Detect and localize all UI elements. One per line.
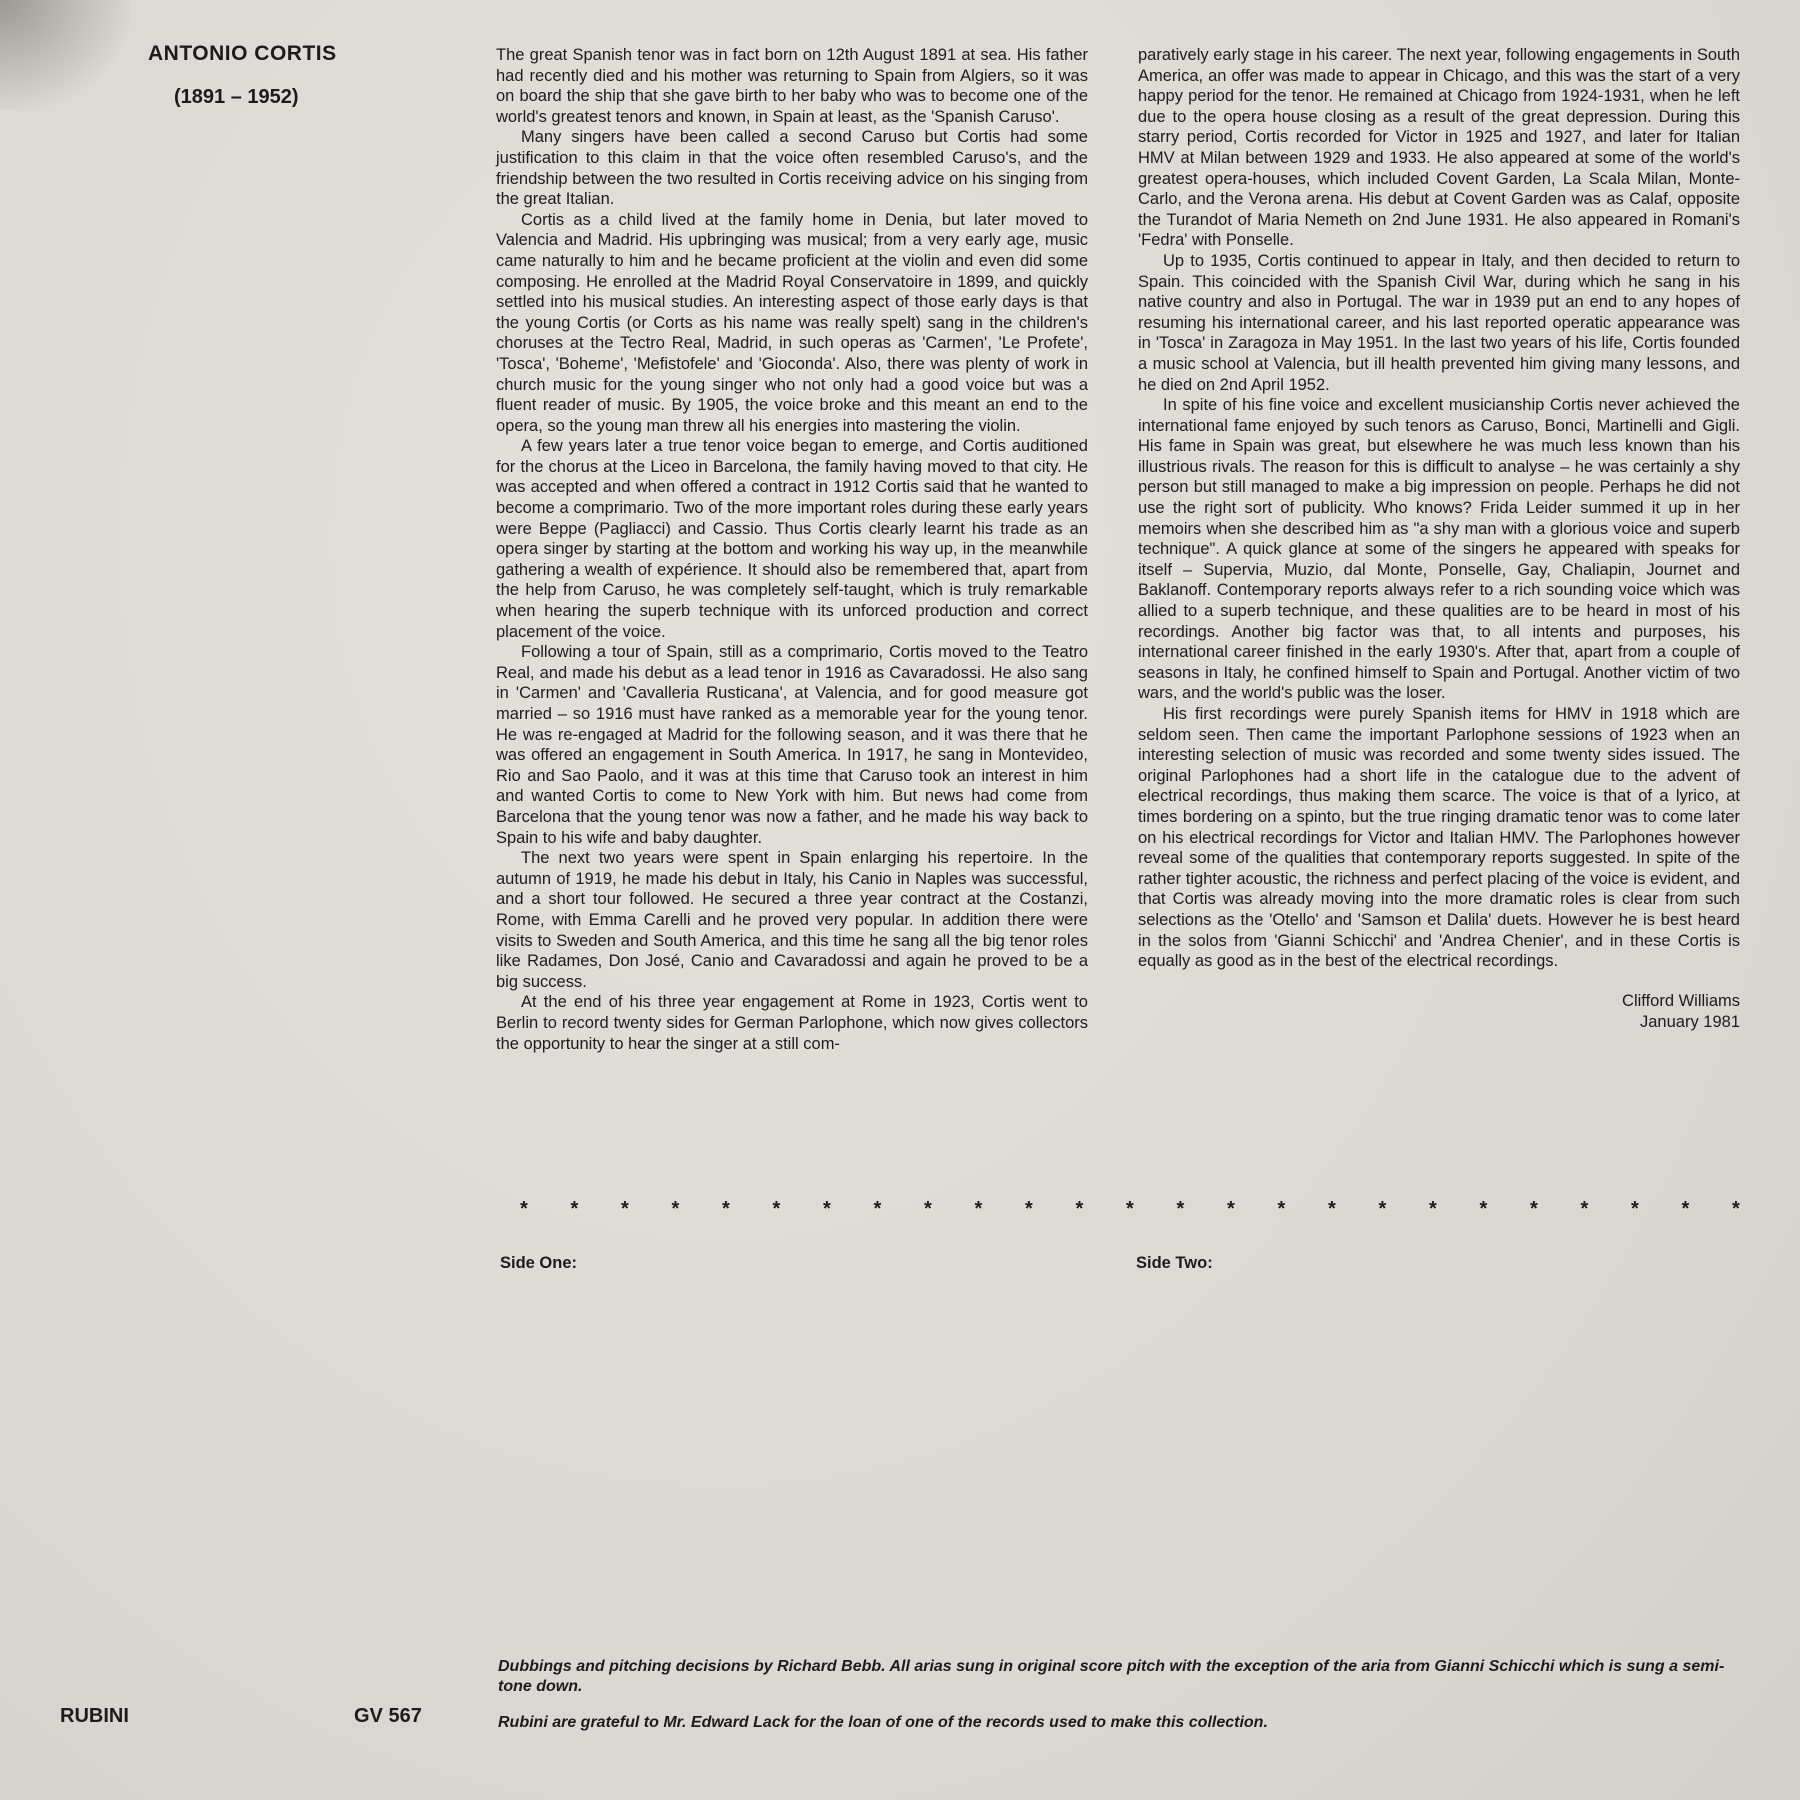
divider-star: * — [974, 1198, 983, 1220]
divider-star: * — [924, 1198, 932, 1220]
divider-star: * — [1429, 1198, 1437, 1220]
essay-paragraph: His first recordings were purely Spanish items for HMV in 1918 which are seldom seen. Then came the important Parlophone sessions of 1923 when an interesting selection of music was recorded and some twenty sides issued. The original Parlophones had a short life in the catalogue due to the advent of electrical recordings, thus making them scarce. The voice is that of a lyrico, at times bordering on a spinto, but the true ringing dramatic tenor was to come later on his electrical recordings for Victor and Italian HMV. The Parlophones however reveal some of the qualities that contemporary reports suggested. In spite of the rather tighter acoustic, the richness and perfect placing of the voice is evident, and that Cortis was already moving into the more dramatic roles is clear from such selections as the 'Otello' and 'Samson et Dalila' duets. However he is best heard in the solos from 'Gianni Schicchi' and 'Andrea Chenier', and in these Cortis is equally as good as in the best of the electrical recordings. — [1138, 705, 1740, 971]
divider-star: * — [621, 1198, 629, 1220]
author-name: Clifford Williams — [1622, 991, 1740, 1010]
essay-column-1 — [496, 45, 1088, 1054]
divider-star: * — [1075, 1198, 1084, 1220]
essay-date: January 1981 — [1640, 1012, 1740, 1031]
divider-star: * — [1479, 1198, 1488, 1220]
divider-star: * — [570, 1198, 579, 1220]
side-one-heading: Side One: — [500, 1254, 578, 1272]
divider-star: * — [1580, 1198, 1589, 1220]
divider-star: * — [1378, 1198, 1387, 1220]
divider-star: * — [823, 1198, 831, 1220]
divider-star: * — [873, 1198, 882, 1220]
star-divider — [520, 1198, 1740, 1221]
divider-star: * — [772, 1198, 781, 1220]
essay-paragraph: Cortis as a child lived at the family home in Denia, but later moved to Valencia and Madrid. His upbringing was musical; from a very early age, music came naturally to him and he became proficient at the violin and even did some composing. He enrolled at the Madrid Royal Conservatoire in 1899, and quickly settled into his musical studies. An interesting aspect of those early days is that the young Cortis (or Corts as his name was really spelt) sang in the children's choruses at the Tectro Real, Madrid, in such operas as 'Carmen', 'Le Profete', 'Tosca', 'Boheme', 'Mefistofele' and 'Gioconda'. Also, there was plenty of work in church music for the young singer who not only had a good voice but was a fluent reader of music. By 1905, the voice broke and this meant an end to the opera, so the young man threw all his energies into mastering the violin. — [496, 210, 1088, 435]
dubbing-note: Dubbings and pitching decisions by Richard Bebb. All arias sung in original score pitch with the exception of the aria from Gianni Schicchi which is sung a semi-tone down. — [498, 1658, 1725, 1695]
acknowledgement-note: Rubini are grateful to Mr. Edward Lack for the loan of one of the records used to make this collection. — [498, 1714, 1268, 1731]
essay-paragraph: A few years later a true tenor voice began to emerge, and Cortis auditioned for the chorus at the Liceo in Barcelona, the family having moved to that city. He was accepted and when offered a contract in 1912 Cortis said that he wanted to become a comprimario. Two of the more important roles during these early years were Beppe (Pagliacci) and Cassio. Thus Cortis clearly learnt his trade as an opera singer by starting at the bottom and working his way up, in the meanwhile gathering a wealth of expérience. It should also be remembered that, apart from the help from Caruso, he was completely self-taught, which is truly remarkable when hearing the superb technique with its unforced production and correct placement of the voice. — [496, 437, 1088, 641]
side-two-heading: Side Two: — [1136, 1254, 1213, 1272]
divider-star: * — [1227, 1198, 1235, 1220]
essay-paragraph: Following a tour of Spain, still as a comprimario, Cortis moved to the Teatro Real, and made his debut as a lead tenor in 1916 as Cavaradossi. He also sang in 'Carmen' and 'Cavalleria Rusticana', at Valencia, and for good measure got married – so 1916 must have ranked as a memorable year for the young tenor. He was re-engaged at Madrid for the following season, and it was there that he was offered an engagement in South America. In 1917, he sang in Montevideo, Rio and Sao Paolo, and it was at this time that Caruso took an interest in him and wanted Cortis to come to New York with him. But news had come from Barcelona that the young tenor was now a father, and he made his way back to Spain to his wife and baby daughter. — [496, 643, 1088, 847]
sleeve-wear-corner — [0, 0, 130, 110]
divider-star: * — [1025, 1198, 1033, 1220]
essay-paragraph: Many singers have been called a second Caruso but Cortis had some justification to this claim in that the voice often resembled Caruso's, and the friendship between the two resulted in Cortis receiving advice on his singing from the great Italian. — [496, 128, 1088, 209]
essay-column-2 — [1138, 45, 1740, 1033]
divider-star: * — [1681, 1198, 1690, 1220]
divider-star: * — [1126, 1198, 1134, 1220]
essay-signature — [1138, 991, 1740, 1033]
artist-name: ANTONIO CORTIS — [148, 42, 337, 65]
divider-star: * — [1176, 1198, 1185, 1220]
divider-star: * — [1530, 1198, 1538, 1220]
divider-star: * — [1732, 1198, 1740, 1220]
divider-star: * — [671, 1198, 680, 1220]
divider-star: * — [1631, 1198, 1639, 1220]
essay-paragraph: paratively early stage in his career. The next year, following engagements in South America, an offer was made to appear in Chicago, and this was the start of a very happy period for the tenor. He remained at Chicago from 1924-1931, when he left due to the opera house closing as a result of the great depression. During this starry period, Cortis recorded for Victor in 1925 and 1927, and later for Italian HMV at Milan between 1929 and 1933. He also appeared at some of the world's greatest opera-houses, which included Covent Garden, La Scala Milan, Monte-Carlo, and the Verona arena. His debut at Covent Garden was as Calaf, opposite the Turandot of Maria Nemeth on 2nd June 1931. He also appeared in Romani's 'Fedra' with Ponselle. — [1138, 46, 1740, 250]
divider-star: * — [520, 1198, 528, 1220]
divider-star: * — [722, 1198, 730, 1220]
record-label: RUBINI — [60, 1705, 129, 1727]
essay-paragraph: At the end of his three year engagement at Rome in 1923, Cortis went to Berlin to record twenty sides for German Parlophone, which now gives collectors the opportunity to hear the singer at a still com- — [496, 993, 1088, 1053]
artist-years: (1891 – 1952) — [174, 86, 299, 108]
divider-star: * — [1328, 1198, 1336, 1220]
essay-paragraph: The great Spanish tenor was in fact born on 12th August 1891 at sea. His father had recently died and his mother was returning to Spain from Algiers, so it was on board the ship that she gave birth to her baby who was to become one of the world's greatest tenors and known, in Spain at least, as the 'Spanish Caruso'. — [496, 46, 1088, 126]
catalogue-number: GV 567 — [354, 1705, 422, 1727]
essay-paragraph: In spite of his fine voice and excellent musicianship Cortis never achieved the international fame enjoyed by such tenors as Caruso, Bonci, Martinelli and Gigli. His fame in Spain was great, but elsewhere he was much less known than his illustrious rivals. The reason for this is difficult to analyse – he was certainly a shy person but still managed to make a big impression on people. Perhaps he did not use the right sort of publicity. Who knows? Frida Leider summed it up in her memoirs when she described him as "a shy man with a glorious voice and superb technique". A quick glance at some of the singers he appeared with speaks for itself – Supervia, Muzio, dal Monte, Ponselle, Gay, Chaliapin, Journet and Baklanoff. Contemporary reports always refer to a rich sounding voice which was allied to a superb technique, and these qualities are to be heard in most of his recordings. Another big factor was that, to all intents and purposes, his international career finished in the early 1930's. After that, apart from a couple of seasons in Italy, he confined himself to Spain and Portugal. Another victim of two wars, and the world's public was the loser. — [1138, 396, 1740, 703]
divider-star: * — [1277, 1198, 1286, 1220]
essay-paragraph: Up to 1935, Cortis continued to appear in Italy, and then decided to return to Spain. This coincided with the Spanish Civil War, during which he sang in his native country and also in Portugal. The war in 1939 put an end to any hopes of resuming his international career, and his last reported operatic appearance was in 'Tosca' in Zaragoza in May 1951. In the last two years of his life, Cortis founded a music school at Valencia, but ill health prevented him giving many lessons, and he died on 2nd April 1952. — [1138, 251, 1740, 394]
essay-paragraph: The next two years were spent in Spain enlarging his repertoire. In the autumn of 1919, he made his debut in Italy, his Canio in Naples was successful, and a short tour followed. He secured a three year contract at the Costanzi, Rome, with Emma Carelli and he proved very popular. In addition there were visits to Sweden and South America, and this time he sang all the big tenor roles like Radames, Don José, Canio and Cavaradossi and again he proved to be a big success. — [496, 849, 1088, 991]
